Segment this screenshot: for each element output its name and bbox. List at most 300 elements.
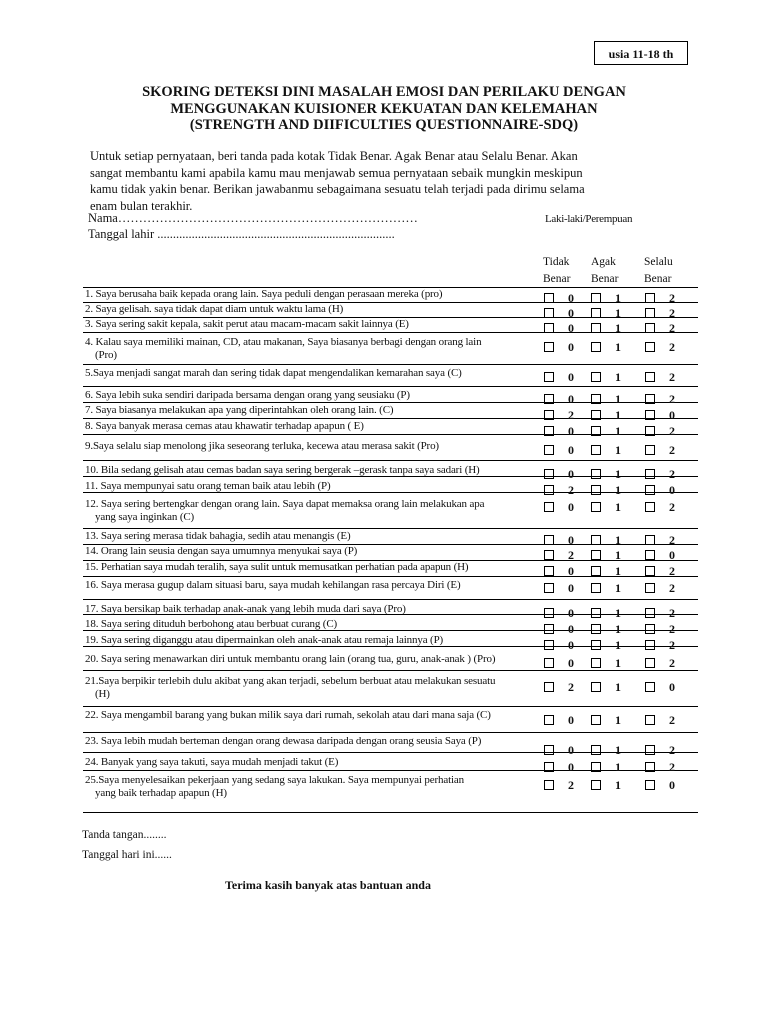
score-value: 2 xyxy=(568,778,574,792)
checkbox[interactable] xyxy=(645,780,655,790)
score-value: 0 xyxy=(568,370,574,384)
checkbox[interactable] xyxy=(544,323,554,333)
option-tidak-benar[interactable] xyxy=(544,622,576,637)
option-selalu-benar[interactable] xyxy=(645,408,677,423)
question-20 xyxy=(85,653,535,666)
checkbox[interactable] xyxy=(544,394,554,404)
score-value: 1 xyxy=(615,443,621,457)
score-value: 2 xyxy=(669,321,675,335)
question-16 xyxy=(85,579,535,592)
score-value: 0 xyxy=(568,713,574,727)
option-agak-benar[interactable] xyxy=(591,606,623,621)
score-value: 1 xyxy=(615,467,621,481)
checkbox[interactable] xyxy=(544,535,554,545)
question-8 xyxy=(85,420,535,433)
checkbox[interactable] xyxy=(645,682,655,692)
checkbox[interactable] xyxy=(645,445,655,455)
question-text: 22. Saya mengambil barang yang bukan milik saya dari rumah, sekolah atau dari mana saja (C) xyxy=(85,709,491,721)
checkbox[interactable] xyxy=(591,658,601,668)
option-tidak-benar[interactable] xyxy=(544,291,576,306)
score-value: 0 xyxy=(568,638,574,652)
score-value: 1 xyxy=(615,500,621,514)
checkbox[interactable] xyxy=(645,342,655,352)
option-selalu-benar[interactable] xyxy=(645,340,677,355)
option-tidak-benar[interactable] xyxy=(544,443,576,458)
checkbox[interactable] xyxy=(544,762,554,772)
score-value: 2 xyxy=(669,606,675,620)
header-tidak-benar: Tidak Benar xyxy=(543,256,571,285)
checkbox[interactable] xyxy=(645,745,655,755)
option-selalu-benar[interactable] xyxy=(645,443,677,458)
row-divider xyxy=(83,386,698,387)
checkbox[interactable] xyxy=(591,715,601,725)
score-value: 1 xyxy=(615,321,621,335)
checkbox[interactable] xyxy=(544,608,554,618)
score-value: 1 xyxy=(615,370,621,384)
option-selalu-benar[interactable] xyxy=(645,713,677,728)
question-text: 17. Saya bersikap baik terhadap anak-anak yang lebih muda dari saya (Pro) xyxy=(85,603,406,615)
score-value: 0 xyxy=(568,291,574,305)
score-value: 0 xyxy=(568,443,574,457)
checkbox[interactable] xyxy=(544,715,554,725)
checkbox[interactable] xyxy=(544,502,554,512)
checkbox[interactable] xyxy=(645,394,655,404)
option-agak-benar[interactable] xyxy=(591,743,623,758)
score-value: 1 xyxy=(615,483,621,497)
question-6 xyxy=(85,389,535,402)
score-value: 2 xyxy=(669,743,675,757)
score-value: 2 xyxy=(568,680,574,694)
score-value: 0 xyxy=(568,392,574,406)
question-text: 16. Saya merasa gugup dalam situasi baru, saya mudah kehilangan rasa percaya Diri (E) xyxy=(85,579,461,591)
question-text: 19. Saya sering diganggu atau dipermainkan oleh anak-anak atau remaja lainnya (P) xyxy=(85,634,444,646)
question-text: 10. Bila sedang gelisah atau cemas badan saya sering bergerak –gerask tanpa saya sadari (H) xyxy=(85,464,480,476)
option-tidak-benar[interactable] xyxy=(544,743,576,758)
checkbox[interactable] xyxy=(591,624,601,634)
instructions: Untuk setiap pernyataan, beri tanda pada kotak Tidak Benar. Agak Benar atau Selalu Benar. Akan sangat membantu kami apabila kamu mau menjawab semua pernyataan sebaik mungkin meskipun kamu tidak yakin benar. Berikan jawabanmu sebagaimana sesuatu telah terjadi pada dirimu selama enam bulan terakhir. xyxy=(90,149,585,213)
option-tidak-benar[interactable] xyxy=(544,321,576,336)
checkbox[interactable] xyxy=(645,485,655,495)
option-selalu-benar[interactable] xyxy=(645,656,677,671)
score-value: 0 xyxy=(669,778,675,792)
title-line-3: (STRENGTH AND DIIFICULTIES QUESTIONNAIRE-SDQ) xyxy=(189,117,579,133)
option-tidak-benar[interactable] xyxy=(544,581,576,596)
question-18 xyxy=(85,618,535,631)
option-tidak-benar[interactable] xyxy=(544,392,576,407)
option-agak-benar[interactable] xyxy=(591,500,623,515)
option-tidak-benar[interactable] xyxy=(544,656,576,671)
question-text: 9.Saya selalu siap menolong jika seseorang terluka, kecewa atau merasa sakit (Pro) xyxy=(85,440,439,452)
birthdate-field[interactable]: Tanggal lahir ............................................................................ xyxy=(88,227,395,241)
option-agak-benar[interactable] xyxy=(591,306,623,321)
row-divider xyxy=(83,460,698,461)
score-value: 0 xyxy=(568,760,574,774)
score-value: 0 xyxy=(568,424,574,438)
question-5 xyxy=(85,367,535,380)
question-text: 7. Saya biasanya melakukan apa yang diperintahkan oleh orang lain. (C) xyxy=(85,404,394,416)
option-tidak-benar[interactable] xyxy=(544,606,576,621)
question-text: 14. Orang lain seusia dengan saya umumnya menyukai saya (P) xyxy=(85,545,358,557)
name-field[interactable]: Nama……………………………………………………………… xyxy=(88,211,418,225)
option-selalu-benar[interactable] xyxy=(645,581,677,596)
score-value: 2 xyxy=(669,370,675,384)
score-value: 0 xyxy=(568,581,574,595)
score-value: 2 xyxy=(669,443,675,457)
option-agak-benar[interactable] xyxy=(591,581,623,596)
option-tidak-benar[interactable] xyxy=(544,680,576,695)
question-23 xyxy=(85,735,535,748)
score-value: 0 xyxy=(568,500,574,514)
question-text: 13. Saya sering merasa tidak bahagia, sedih atau menangis (E) xyxy=(85,530,351,542)
option-tidak-benar[interactable] xyxy=(544,713,576,728)
checkbox[interactable] xyxy=(591,640,601,650)
score-value: 1 xyxy=(615,778,621,792)
score-value: 0 xyxy=(568,743,574,757)
option-tidak-benar[interactable] xyxy=(544,500,576,515)
checkbox[interactable] xyxy=(645,550,655,560)
option-tidak-benar[interactable] xyxy=(544,760,576,775)
question-text: 24. Banyak yang saya takuti, saya mudah menjadi takut (E) xyxy=(85,756,339,768)
checkbox[interactable] xyxy=(591,426,601,436)
title-line-1: SKORING DETEKSI DINI MASALAH EMOSI DAN PERILAKU DENGAN xyxy=(142,84,626,100)
question-13 xyxy=(85,530,535,543)
checkbox[interactable] xyxy=(544,640,554,650)
checkbox[interactable] xyxy=(591,780,601,790)
score-value: 2 xyxy=(669,467,675,481)
score-value: 0 xyxy=(568,306,574,320)
question-text: 15. Perhatian saya mudah teralih, saya sulit untuk memusatkan perhatian pada apapun (H) xyxy=(85,561,469,573)
question-22 xyxy=(85,709,535,722)
header-agak-benar: Agak Benar xyxy=(591,256,619,285)
score-value: 0 xyxy=(568,340,574,354)
question-17 xyxy=(85,603,535,616)
checkbox[interactable] xyxy=(544,293,554,303)
checkbox[interactable] xyxy=(544,745,554,755)
question-text-continued: yang baik terhadap apapun (H) xyxy=(95,787,227,799)
option-agak-benar[interactable] xyxy=(591,392,623,407)
option-agak-benar[interactable] xyxy=(591,443,623,458)
checkbox[interactable] xyxy=(591,469,601,479)
score-value: 1 xyxy=(615,408,621,422)
option-agak-benar[interactable] xyxy=(591,291,623,306)
checkbox[interactable] xyxy=(544,410,554,420)
row-divider xyxy=(83,812,698,813)
checkbox[interactable] xyxy=(591,682,601,692)
option-selalu-benar[interactable] xyxy=(645,622,677,637)
checkbox[interactable] xyxy=(645,583,655,593)
checkbox[interactable] xyxy=(645,372,655,382)
score-value: 2 xyxy=(669,340,675,354)
checkbox[interactable] xyxy=(544,566,554,576)
checkbox[interactable] xyxy=(645,323,655,333)
checkbox[interactable] xyxy=(645,715,655,725)
option-agak-benar[interactable] xyxy=(591,760,623,775)
score-value: 1 xyxy=(615,291,621,305)
score-value: 2 xyxy=(669,638,675,652)
score-value: 1 xyxy=(615,581,621,595)
option-tidak-benar[interactable] xyxy=(544,638,576,653)
option-selalu-benar[interactable] xyxy=(645,533,677,548)
option-agak-benar[interactable] xyxy=(591,713,623,728)
score-value: 0 xyxy=(568,321,574,335)
option-tidak-benar[interactable] xyxy=(544,370,576,385)
score-value: 1 xyxy=(615,606,621,620)
score-value: 0 xyxy=(568,467,574,481)
score-value: 2 xyxy=(669,622,675,636)
option-tidak-benar[interactable] xyxy=(544,483,576,498)
score-value: 0 xyxy=(669,548,675,562)
option-tidak-benar[interactable] xyxy=(544,340,576,355)
option-tidak-benar[interactable] xyxy=(544,306,576,321)
score-value: 1 xyxy=(615,656,621,670)
row-divider xyxy=(83,364,698,365)
score-value: 1 xyxy=(615,622,621,636)
score-value: 1 xyxy=(615,743,621,757)
checkbox[interactable] xyxy=(645,502,655,512)
checkbox[interactable] xyxy=(544,485,554,495)
checkbox[interactable] xyxy=(591,583,601,593)
option-selalu-benar[interactable] xyxy=(645,483,677,498)
option-selalu-benar[interactable] xyxy=(645,392,677,407)
checkbox[interactable] xyxy=(591,342,601,352)
question-21 xyxy=(85,675,535,701)
checkbox[interactable] xyxy=(591,550,601,560)
option-agak-benar[interactable] xyxy=(591,340,623,355)
checkbox[interactable] xyxy=(544,426,554,436)
checkbox[interactable] xyxy=(645,469,655,479)
question-text: 6. Saya lebih suka sendiri daripada bersama dengan orang yang seusiaku (P) xyxy=(85,389,410,401)
option-selalu-benar[interactable] xyxy=(645,306,677,321)
question-text: 1. Saya berusaha baik kepada orang lain. Saya peduli dengan perasaan mereka (pro) xyxy=(85,288,443,300)
score-value: 2 xyxy=(568,483,574,497)
option-tidak-benar[interactable] xyxy=(544,533,576,548)
option-agak-benar[interactable] xyxy=(591,483,623,498)
question-text: 20. Saya sering menawarkan diri untuk membantu orang lain (orang tua, guru, anak-anak ) (Pro) xyxy=(85,653,496,665)
title-line-2: MENGGUNAKAN KUISIONER KEKUATAN DAN KELEMAHAN xyxy=(170,100,598,117)
question-text: 11. Saya mempunyai satu orang teman baik atau lebih (P) xyxy=(85,480,331,492)
checkbox[interactable] xyxy=(544,624,554,634)
row-divider xyxy=(83,528,698,529)
option-agak-benar[interactable] xyxy=(591,370,623,385)
checkbox[interactable] xyxy=(591,502,601,512)
question-text: 25.Saya menyelesaikan pekerjaan yang sedang saya lakukan. Saya mempunyai perhatian xyxy=(85,774,464,786)
score-value: 0 xyxy=(568,656,574,670)
option-selalu-benar[interactable] xyxy=(645,680,677,695)
option-agak-benar[interactable] xyxy=(591,622,623,637)
option-agak-benar[interactable] xyxy=(591,778,623,793)
checkbox[interactable] xyxy=(591,293,601,303)
question-7 xyxy=(85,404,535,417)
score-value: 1 xyxy=(615,306,621,320)
question-15 xyxy=(85,561,535,574)
option-agak-benar[interactable] xyxy=(591,533,623,548)
question-1 xyxy=(85,288,535,301)
score-value: 2 xyxy=(568,408,574,422)
option-selalu-benar[interactable] xyxy=(645,291,677,306)
checkbox[interactable] xyxy=(591,762,601,772)
option-selalu-benar[interactable] xyxy=(645,548,677,563)
option-tidak-benar[interactable] xyxy=(544,564,576,579)
option-selalu-benar[interactable] xyxy=(645,424,677,439)
age-range-label: usia 11-18 th xyxy=(594,41,688,65)
checkbox[interactable] xyxy=(591,308,601,318)
row-divider xyxy=(83,732,698,733)
option-agak-benar[interactable] xyxy=(591,424,623,439)
checkbox[interactable] xyxy=(591,445,601,455)
option-selalu-benar[interactable] xyxy=(645,778,677,793)
question-19 xyxy=(85,634,535,647)
signature-field[interactable]: Tanda tangan........ xyxy=(82,829,167,841)
question-text: 8. Saya banyak merasa cemas atau khawatir terhadap apapun ( E) xyxy=(85,420,364,432)
checkbox[interactable] xyxy=(645,608,655,618)
checkbox[interactable] xyxy=(544,550,554,560)
date-field[interactable]: Tanggal hari ini...... xyxy=(82,849,172,861)
question-text: 4. Kalau saya memiliki mainan, CD, atau makanan, Saya biasanya berbagi dengan orang lain xyxy=(85,336,482,348)
score-value: 2 xyxy=(669,713,675,727)
checkbox[interactable] xyxy=(544,445,554,455)
checkbox[interactable] xyxy=(591,323,601,333)
option-agak-benar[interactable] xyxy=(591,408,623,423)
checkbox[interactable] xyxy=(645,308,655,318)
checkbox[interactable] xyxy=(591,608,601,618)
question-text: 5.Saya menjadi sangat marah dan sering tidak dapat mengendalikan kemarahan saya (C) xyxy=(85,367,462,379)
question-text: 2. Saya gelisah. saya tidak dapat diam untuk waktu lama (H) xyxy=(85,303,344,315)
score-value: 2 xyxy=(669,533,675,547)
score-value: 1 xyxy=(615,638,621,652)
score-value: 2 xyxy=(669,306,675,320)
checkbox[interactable] xyxy=(591,410,601,420)
score-value: 2 xyxy=(669,656,675,670)
score-value: 1 xyxy=(615,760,621,774)
question-24 xyxy=(85,756,535,769)
checkbox[interactable] xyxy=(591,745,601,755)
question-text-continued: (H) xyxy=(95,688,110,700)
score-value: 2 xyxy=(669,392,675,406)
question-3 xyxy=(85,318,535,331)
option-selalu-benar[interactable] xyxy=(645,500,677,515)
checkbox[interactable] xyxy=(544,372,554,382)
score-value: 2 xyxy=(669,424,675,438)
row-divider xyxy=(83,706,698,707)
option-selalu-benar[interactable] xyxy=(645,564,677,579)
question-4 xyxy=(85,336,535,362)
question-25 xyxy=(85,774,535,800)
checkbox[interactable] xyxy=(544,780,554,790)
checkbox[interactable] xyxy=(591,485,601,495)
option-selalu-benar[interactable] xyxy=(645,638,677,653)
checkbox[interactable] xyxy=(645,640,655,650)
score-value: 0 xyxy=(568,564,574,578)
option-selalu-benar[interactable] xyxy=(645,321,677,336)
option-agak-benar[interactable] xyxy=(591,564,623,579)
question-10 xyxy=(85,464,535,477)
checkbox[interactable] xyxy=(591,535,601,545)
checkbox[interactable] xyxy=(591,566,601,576)
checkbox[interactable] xyxy=(544,583,554,593)
checkbox[interactable] xyxy=(645,658,655,668)
option-agak-benar[interactable] xyxy=(591,638,623,653)
question-text: 23. Saya lebih mudah berteman dengan orang dewasa daripada dengan orang seusia Saya (P) xyxy=(85,735,482,747)
score-value: 1 xyxy=(615,680,621,694)
option-tidak-benar[interactable] xyxy=(544,778,576,793)
score-value: 1 xyxy=(615,564,621,578)
gender-field[interactable]: Laki-laki/Perempuan xyxy=(545,213,633,225)
option-selalu-benar[interactable] xyxy=(645,760,677,775)
checkbox[interactable] xyxy=(645,410,655,420)
score-value: 0 xyxy=(568,533,574,547)
score-value: 0 xyxy=(669,408,675,422)
score-value: 0 xyxy=(669,483,675,497)
score-value: 2 xyxy=(669,581,675,595)
option-selalu-benar[interactable] xyxy=(645,467,677,482)
score-value: 2 xyxy=(669,564,675,578)
option-tidak-benar[interactable] xyxy=(544,424,576,439)
option-agak-benar[interactable] xyxy=(591,656,623,671)
question-text: 18. Saya sering dituduh berbohong atau berbuat curang (C) xyxy=(85,618,338,630)
option-agak-benar[interactable] xyxy=(591,467,623,482)
score-value: 2 xyxy=(568,548,574,562)
checkbox[interactable] xyxy=(544,342,554,352)
checkbox[interactable] xyxy=(544,308,554,318)
score-value: 1 xyxy=(615,713,621,727)
checkbox[interactable] xyxy=(591,394,601,404)
option-tidak-benar[interactable] xyxy=(544,548,576,563)
form-title xyxy=(100,84,668,134)
thanks-note: Terima kasih banyak atas bantuan anda xyxy=(225,878,431,892)
score-value: 0 xyxy=(568,606,574,620)
checkbox[interactable] xyxy=(645,762,655,772)
score-value: 1 xyxy=(615,340,621,354)
question-text-continued: yang saya inginkan (C) xyxy=(95,511,195,523)
score-value: 0 xyxy=(669,680,675,694)
question-text-continued: (Pro) xyxy=(95,349,117,361)
checkbox[interactable] xyxy=(544,658,554,668)
option-selalu-benar[interactable] xyxy=(645,606,677,621)
score-value: 0 xyxy=(568,622,574,636)
option-tidak-benar[interactable] xyxy=(544,408,576,423)
question-text: 12. Saya sering bertengkar dengan orang lain. Saya dapat memaksa orang lain melakukan apa xyxy=(85,498,485,510)
score-value: 1 xyxy=(615,424,621,438)
score-value: 2 xyxy=(669,291,675,305)
checkbox[interactable] xyxy=(645,566,655,576)
option-agak-benar[interactable] xyxy=(591,680,623,695)
option-agak-benar[interactable] xyxy=(591,321,623,336)
question-14 xyxy=(85,545,535,558)
option-selalu-benar[interactable] xyxy=(645,370,677,385)
checkbox[interactable] xyxy=(645,535,655,545)
question-12 xyxy=(85,498,535,524)
question-text: 21.Saya berpikir terlebih dulu akibat yang akan terjadi, sebelum berbuat atau melakukan sesuatu xyxy=(85,675,496,687)
score-value: 1 xyxy=(615,392,621,406)
option-agak-benar[interactable] xyxy=(591,548,623,563)
checkbox[interactable] xyxy=(645,624,655,634)
option-tidak-benar[interactable] xyxy=(544,467,576,482)
checkbox[interactable] xyxy=(544,469,554,479)
score-value: 1 xyxy=(615,533,621,547)
checkbox[interactable] xyxy=(645,426,655,436)
score-value: 2 xyxy=(669,760,675,774)
score-value: 2 xyxy=(669,500,675,514)
row-divider xyxy=(83,599,698,600)
header-selalu-benar: Selalu Benar xyxy=(644,256,673,285)
checkbox[interactable] xyxy=(544,682,554,692)
question-9 xyxy=(85,440,535,453)
checkbox[interactable] xyxy=(645,293,655,303)
question-2 xyxy=(85,303,535,316)
checkbox[interactable] xyxy=(591,372,601,382)
option-selalu-benar[interactable] xyxy=(645,743,677,758)
question-text: 3. Saya sering sakit kepala, sakit perut atau macam-macam sakit lainnya (E) xyxy=(85,318,409,330)
